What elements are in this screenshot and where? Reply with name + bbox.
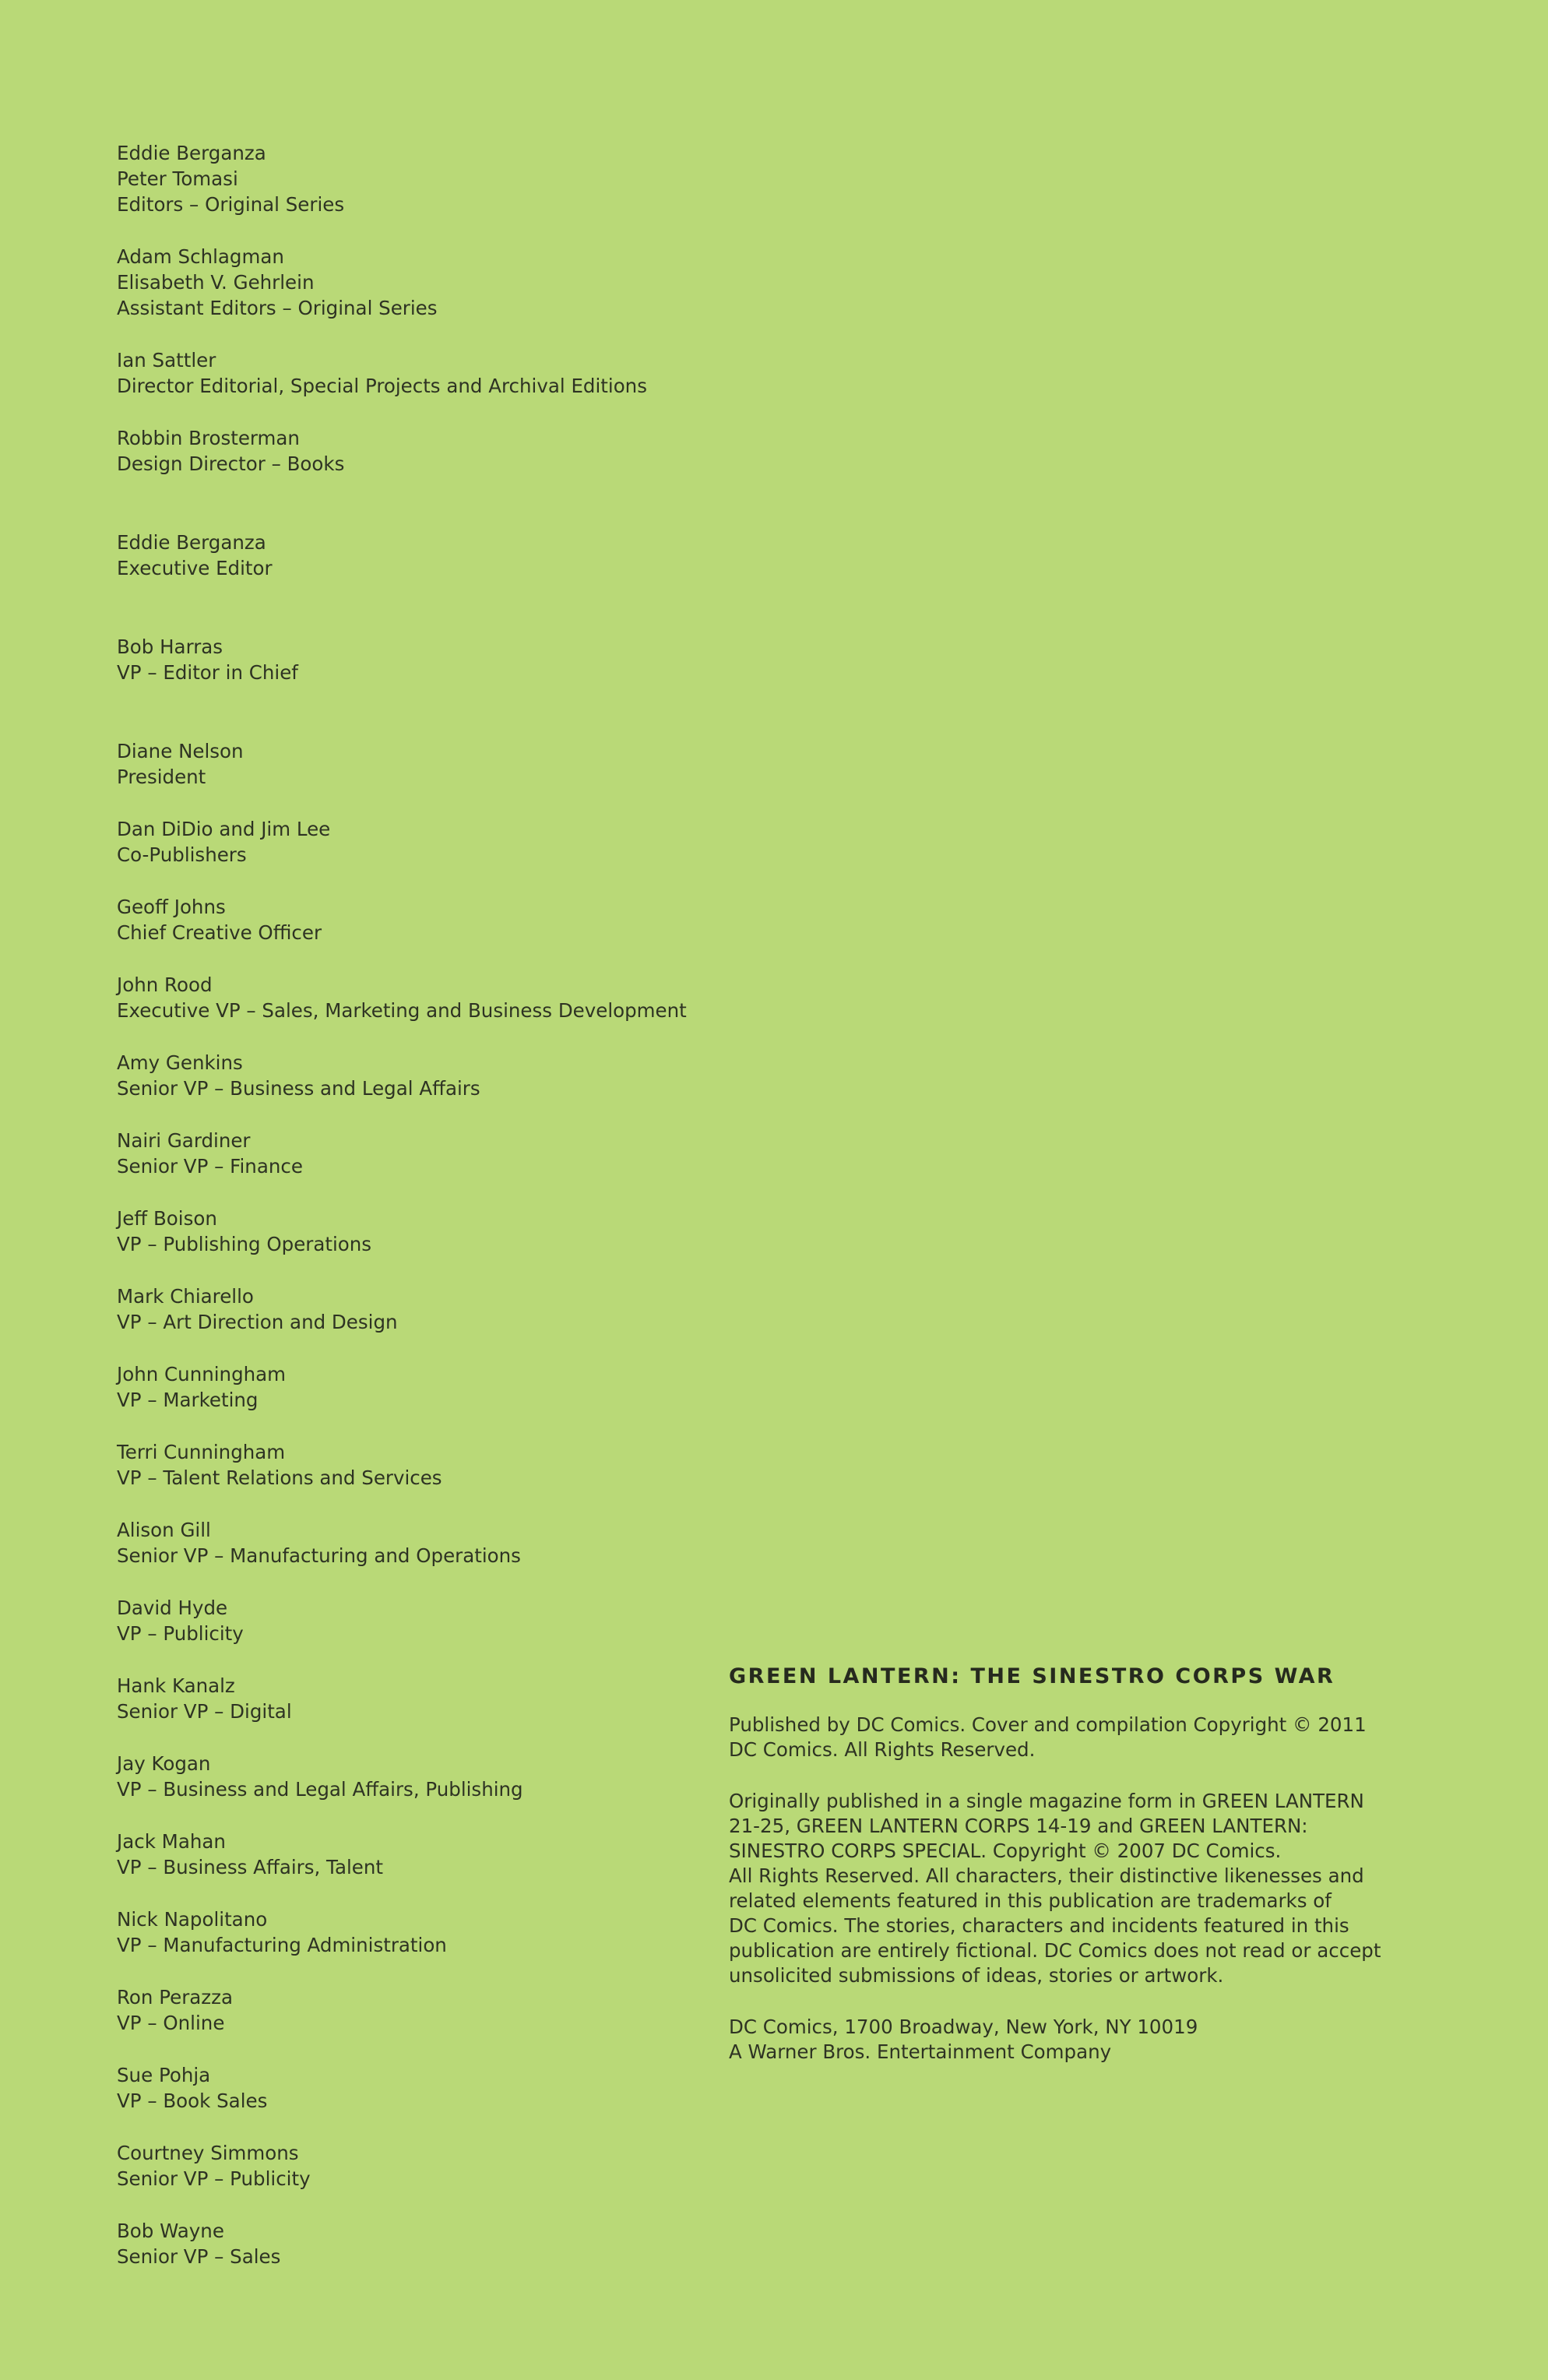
credit-role: Co-Publishers	[117, 843, 247, 866]
copyright-paragraph	[729, 1713, 1430, 1762]
credit-role: Director Editorial, Special Projects and Archival Editions	[117, 375, 647, 397]
credit-name: Robbin Brosterman	[117, 427, 300, 449]
indicia-line: publication are entirely fictional. DC Comics does not read or accept	[729, 1939, 1381, 1962]
credit-block	[117, 1283, 740, 1335]
credit-role: VP – Business and Legal Affairs, Publishing	[117, 1778, 523, 1801]
credit-role: Editors – Original Series	[117, 193, 345, 216]
credit-role: Executive Editor	[117, 557, 273, 579]
credit-name: David Hyde	[117, 1597, 228, 1619]
credit-block	[117, 1361, 740, 1413]
indicia-line: 21-25, GREEN LANTERN CORPS 14-19 and GREEN LANTERN:	[729, 1815, 1308, 1837]
credit-block	[117, 1984, 740, 2036]
credit-role: VP – Editor in Chief	[117, 661, 298, 684]
credit-block	[117, 1906, 740, 1958]
indicia-line: DC Comics, 1700 Broadway, New York, NY 10019	[729, 2016, 1198, 2038]
indicia-line: Originally published in a single magazine form in GREEN LANTERN	[729, 1790, 1364, 1812]
credit-block	[117, 894, 740, 945]
credit-block	[117, 425, 740, 477]
credit-name: Amy Genkins	[117, 1051, 243, 1074]
credit-name: Nairi Gardiner	[117, 1129, 251, 1152]
credit-name: Sue Pohja	[117, 2064, 211, 2086]
credit-block	[117, 738, 740, 790]
credit-role: Senior VP – Sales	[117, 2245, 281, 2268]
credit-name: Jay Kogan	[117, 1752, 211, 1775]
credit-role: VP – Manufacturing Administration	[117, 1934, 447, 1956]
credit-name: Courtney Simmons	[117, 2142, 299, 2164]
credit-block	[117, 140, 740, 217]
indicia-line: All Rights Reserved. All characters, their distinctive likenesses and	[729, 1864, 1364, 1887]
credit-role: VP – Book Sales	[117, 2090, 268, 2112]
credit-role: VP – Publishing Operations	[117, 1233, 372, 1255]
indicia-line: SINESTRO CORPS SPECIAL. Copyright © 2007 DC Comics.	[729, 1840, 1282, 1862]
credit-name: Ian Sattler	[117, 349, 216, 371]
credit-name: Mark Chiarello	[117, 1285, 254, 1308]
credit-role: Senior VP – Publicity	[117, 2167, 311, 2190]
credit-role: VP – Marketing	[117, 1389, 259, 1411]
credit-block	[117, 1439, 740, 1491]
credit-role: Senior VP – Digital	[117, 1700, 292, 1723]
credit-name: John Cunningham	[117, 1363, 287, 1385]
credit-name: Geoff Johns	[117, 896, 226, 918]
book-title: GREEN LANTERN: THE SINESTRO CORPS WAR	[729, 1664, 1335, 1688]
indicia-line: unsolicited submissions of ideas, stories or artwork.	[729, 1964, 1224, 1987]
credit-block	[117, 634, 740, 685]
credit-role: Senior VP – Manufacturing and Operations	[117, 1544, 521, 1567]
credit-block	[117, 2218, 740, 2269]
credit-role: Chief Creative Officer	[117, 921, 322, 944]
credit-role: President	[117, 766, 206, 788]
credit-name: Nick Napolitano	[117, 1908, 268, 1931]
credit-role: VP – Publicity	[117, 1622, 244, 1645]
indicia-line: A Warner Bros. Entertainment Company	[729, 2040, 1112, 2063]
credit-block	[117, 2140, 740, 2192]
credit-block	[117, 530, 740, 581]
credit-name: Elisabeth V. Gehrlein	[117, 271, 315, 294]
credit-block	[117, 1517, 740, 1568]
indicia-line: related elements featured in this publication are trademarks of	[729, 1889, 1332, 1912]
publisher-address-paragraph	[729, 2015, 1430, 2065]
credit-role: Senior VP – Finance	[117, 1155, 303, 1178]
credit-name: Eddie Berganza	[117, 531, 266, 554]
indicia-line: Published by DC Comics. Cover and compilation Copyright © 2011	[729, 1713, 1367, 1736]
credit-block	[117, 244, 740, 321]
credit-block	[117, 972, 740, 1023]
credit-name: Terri Cunningham	[117, 1441, 286, 1463]
credit-block	[117, 1751, 740, 1802]
credit-name: Diane Nelson	[117, 740, 244, 762]
credit-name: John Rood	[117, 973, 213, 996]
credit-name: Bob Harras	[117, 635, 223, 658]
credit-block	[117, 347, 740, 399]
credit-block	[117, 1673, 740, 1724]
credit-name: Alison Gill	[117, 1519, 211, 1541]
credit-name: Peter Tomasi	[117, 167, 238, 190]
credit-role: VP – Business Affairs, Talent	[117, 1856, 383, 1878]
credit-block	[117, 1595, 740, 1646]
original-publication-paragraph	[729, 1789, 1430, 1988]
credit-block	[117, 1128, 740, 1179]
credit-name: Dan DiDio and Jim Lee	[117, 818, 331, 840]
credit-name: Bob Wayne	[117, 2220, 224, 2242]
publication-indicia	[729, 1661, 1430, 2065]
credit-role: Assistant Editors – Original Series	[117, 297, 438, 319]
credit-role: VP – Talent Relations and Services	[117, 1466, 442, 1489]
credit-role: VP – Art Direction and Design	[117, 1311, 398, 1333]
credit-name: Ron Perazza	[117, 1986, 234, 2009]
credit-block	[117, 2062, 740, 2114]
credit-name: Eddie Berganza	[117, 142, 266, 164]
staff-credits-list	[117, 140, 740, 2269]
credit-block	[117, 1206, 740, 1257]
indicia-line: DC Comics. All Rights Reserved.	[729, 1738, 1036, 1761]
credit-name: Jeff Boison	[117, 1207, 217, 1230]
credit-block	[117, 816, 740, 868]
credit-name: Jack Mahan	[117, 1830, 226, 1853]
credit-role: Executive VP – Sales, Marketing and Business Development	[117, 999, 687, 1022]
credit-block	[117, 1829, 740, 1880]
credit-name: Hank Kanalz	[117, 1674, 235, 1697]
indicia-line: DC Comics. The stories, characters and incidents featured in this	[729, 1914, 1349, 1937]
credit-name: Adam Schlagman	[117, 245, 284, 268]
credit-role: Senior VP – Business and Legal Affairs	[117, 1077, 480, 1100]
credit-block	[117, 1050, 740, 1101]
credit-role: Design Director – Books	[117, 452, 345, 475]
credit-role: VP – Online	[117, 2012, 225, 2034]
